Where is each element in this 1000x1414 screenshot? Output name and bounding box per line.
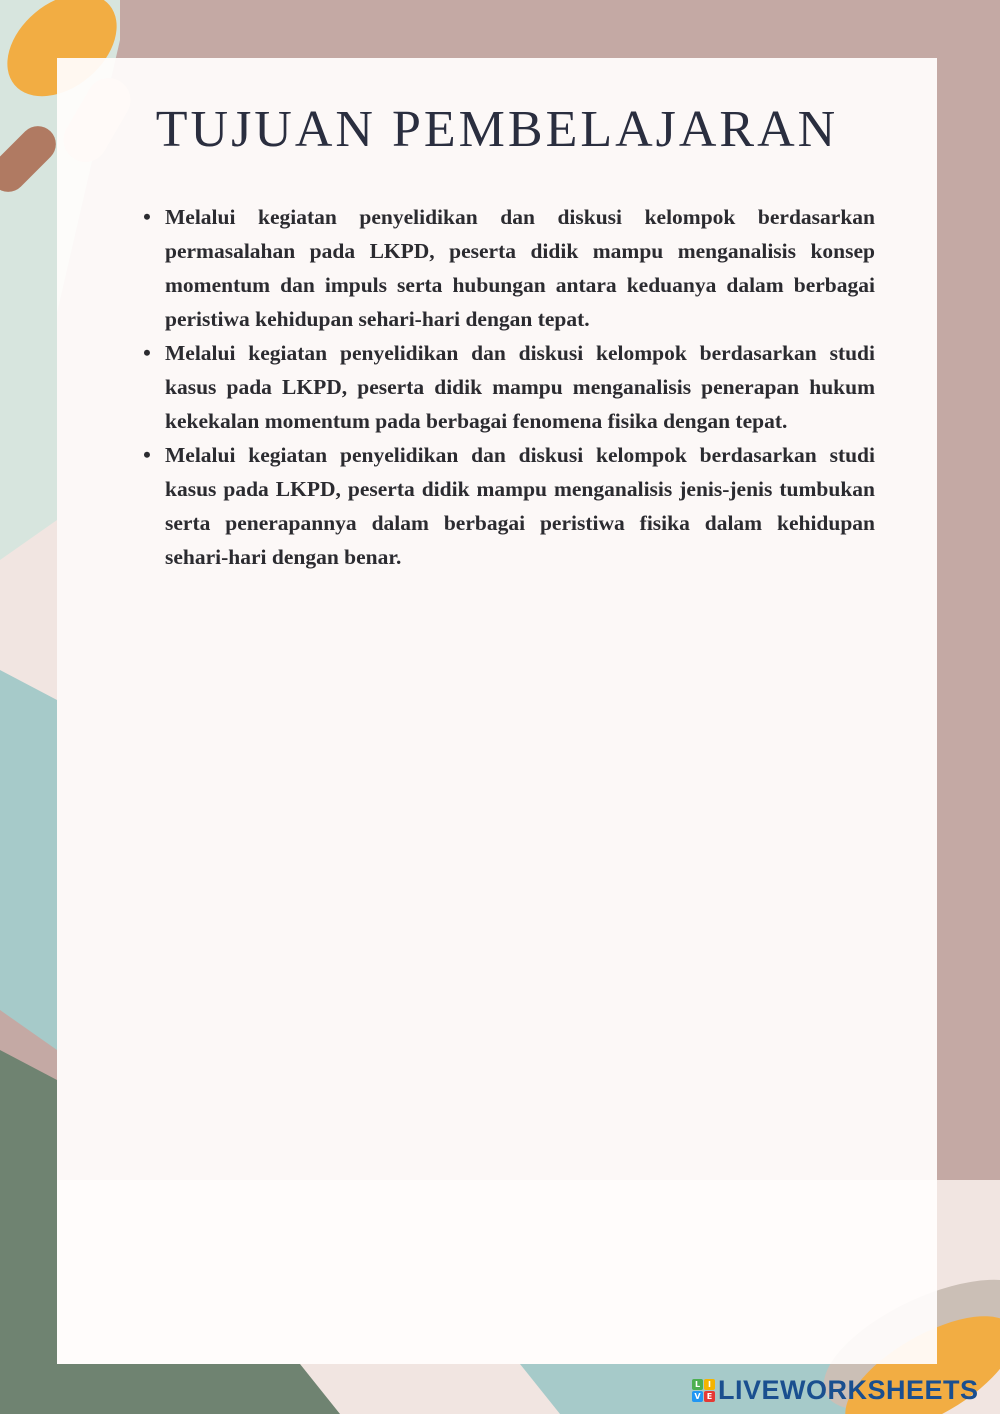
bullet-icon: • [143,204,151,229]
liveworksheets-logo-icon [692,1379,715,1402]
logo-cell: I [704,1379,715,1390]
logo-cell: V [692,1391,703,1402]
bullet-icon: • [143,442,151,467]
teal-stripe [0,670,57,1050]
logo-cell: E [704,1391,715,1402]
sage-stripe [0,1050,57,1414]
objective-text: Melalui kegiatan penyelidikan dan diskusi kelompok berdasarkan permasalahan pada LKPD, peserta didik mampu menganalisis konsep momentum dan impuls serta hubungan antara keduanya dalam berbagai peristiwa kehidupan sehari-hari dengan tepat. [165,205,875,331]
objective-text: Melalui kegiatan penyelidikan dan diskusi kelompok berdasarkan studi kasus pada LKPD, peserta didik mampu menganalisis penerapan hukum kekekalan momentum pada berbagai fenomena fisika dengan tepat. [165,341,875,433]
logo-cell: L [692,1379,703,1390]
objectives-list [143,200,875,574]
bullet-icon: • [143,340,151,365]
objective-text: Melalui kegiatan penyelidikan dan diskusi kelompok berdasarkan studi kasus pada LKPD, peserta didik mampu menganalisis jenis-jenis tumbukan serta penerapannya dalam berbagai peristiwa fisika dalam kehidupan sehari-hari dengan benar. [165,443,875,569]
objective-item [143,438,875,574]
objective-item [143,200,875,336]
page-title: TUJUAN PEMBELAJARAN [155,101,839,158]
liveworksheets-watermark [692,1374,979,1406]
objective-item [143,336,875,438]
watermark-text: LIVEWORKSHEETS [718,1375,979,1405]
